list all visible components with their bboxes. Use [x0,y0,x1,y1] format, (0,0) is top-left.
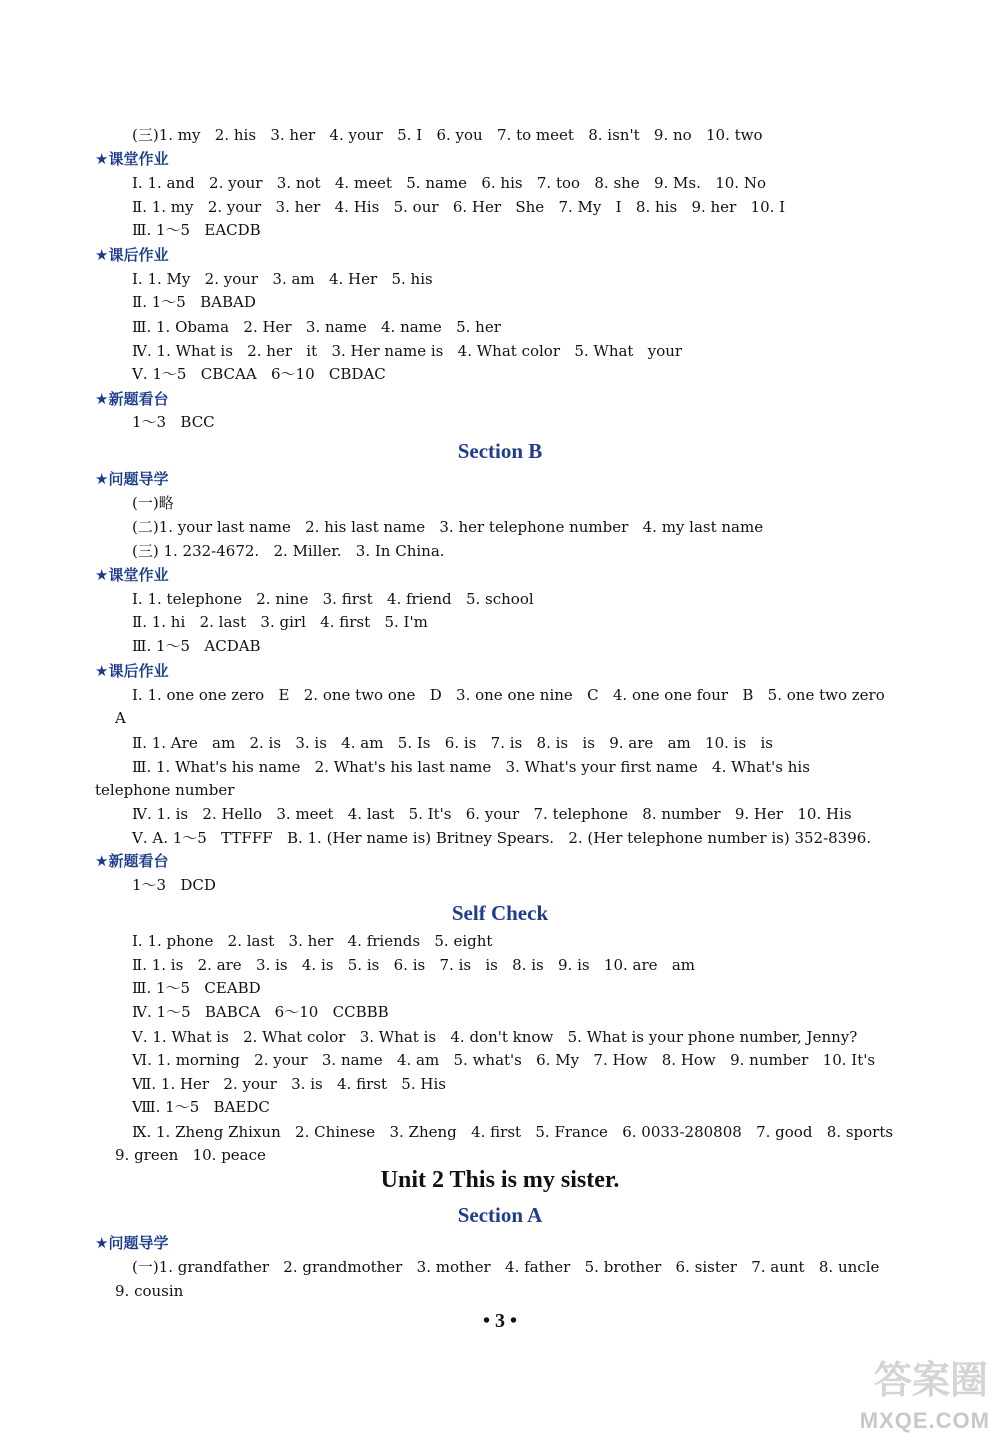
answer-line: (一)1. grandfather 2. grandmother 3. mother 4. father 5. brother 6. sister 7. aunt 8. uncle [132,1258,880,1276]
answer-line: 1～3 DCD [132,876,216,894]
answer-line: Ⅴ. 1～5 CBCAA 6～10 CBDAC [132,365,386,383]
answer-line: Ⅲ. 1～5 EACDB [132,221,261,239]
answer-line: Ⅲ. 1～5 CEABD [132,979,261,997]
answer-line: Ⅷ. 1～5 BAEDC [132,1098,270,1116]
answer-line: Ⅱ. 1. my 2. your 3. her 4. His 5. our 6. Her She 7. My I 8. his 9. her 10. I [132,198,786,216]
section-heading-homework: ★课后作业 [95,662,169,680]
section-heading-classwork: ★课堂作业 [95,150,169,168]
answer-line: Ⅴ. 1. What is 2. What color 3. What is 4. don't know 5. What is your phone number, Jenny? [132,1028,858,1046]
answer-line: Ⅴ. A. 1～5 TTFFF B. 1. (Her name is) Britney Spears. 2. (Her telephone number is) 352-8396. [132,829,872,847]
answer-line: 1～3 BCC [132,413,215,431]
page-number: • 3 • [482,1310,517,1332]
answer-line: Ⅳ. 1. What is 2. her it 3. Her name is 4. What color 5. What your [132,342,683,360]
section-title: Section A [457,1203,543,1227]
section-heading-guided-questions: ★问题导学 [95,1234,169,1252]
answer-line-wrap: 9. green 10. peace [115,1146,266,1164]
section-heading-new-questions: ★新题看台 [95,852,169,870]
answer-line: Ⅵ. 1. morning 2. your 3. name 4. am 5. what's 6. My 7. How 8. How 9. number 10. It's [132,1051,876,1069]
answer-line: Ⅲ. 1. Obama 2. Her 3. name 4. name 5. her [132,318,501,336]
answer-line: Ⅳ. 1. is 2. Hello 3. meet 4. last 5. It's 6. your 7. telephone 8. number 9. Her 10. His [132,805,852,823]
answer-line: (二)1. your last name 2. his last name 3. her telephone number 4. my last name [132,518,764,536]
answer-line: Ⅳ. 1～5 BABCA 6～10 CCBBB [132,1003,389,1021]
watermark-site: MXQE.COM [859,1408,990,1433]
answer-line: Ⅲ. 1. What's his name 2. What's his last name 3. What's your first name 4. What's his [132,758,810,776]
answer-line: Ⅱ. 1. hi 2. last 3. girl 4. first 5. I'm [132,613,428,631]
answer-line: Ⅲ. 1～5 ACDAB [132,637,261,655]
section-heading-classwork: ★课堂作业 [95,566,169,584]
section-heading-guided-questions: ★问题导学 [95,470,169,488]
answer-line: Ⅶ. 1. Her 2. your 3. is 4. first 5. His [132,1075,446,1093]
answer-line: Ⅱ. 1. is 2. are 3. is 4. is 5. is 6. is 7. is is 8. is 9. is 10. are am [132,956,696,974]
answer-line: Ⅰ. 1. telephone 2. nine 3. first 4. friend 5. school [132,590,534,608]
answer-line-wrap: 9. cousin [115,1282,184,1300]
answer-line-wrap: telephone number [95,781,235,799]
section-title: Section B [457,439,543,463]
answer-line: Ⅰ. 1. phone 2. last 3. her 4. friends 5. eight [132,932,493,950]
answer-line: Ⅰ. 1. My 2. your 3. am 4. Her 5. his [132,270,433,288]
answer-line: Ⅰ. 1. one one zero E 2. one two one D 3. one one nine C 4. one one four B 5. one two zero [132,686,885,704]
answer-line: Ⅱ. 1～5 BABAD [132,293,256,311]
answer-line: Ⅱ. 1. Are am 2. is 3. is 4. am 5. Is 6. is 7. is 8. is is 9. are am 10. is is [132,734,773,752]
answer-line: (三) 1. 232-4672. 2. Miller. 3. In China. [132,542,445,560]
answer-line: (三)1. my 2. his 3. her 4. your 5. I 6. you 7. to meet 8. isn't 9. no 10. two [132,126,763,144]
section-heading-new-questions: ★新题看台 [95,390,169,408]
answer-line-wrap: A [115,709,126,727]
self-check-title: Self Check [451,901,549,925]
answer-line: Ⅰ. 1. and 2. your 3. not 4. meet 5. name 6. his 7. too 8. she 9. Ms. 10. No [132,174,766,192]
unit-title: Unit 2 This is my sister. [380,1167,620,1193]
section-heading-homework: ★课后作业 [95,246,169,264]
watermark-logo: 答案圈 [873,1358,988,1402]
answer-line: Ⅸ. 1. Zheng Zhixun 2. Chinese 3. Zheng 4. first 5. France 6. 0033-280808 7. good 8. sports [132,1123,894,1141]
answer-line: (一)略 [132,494,174,512]
